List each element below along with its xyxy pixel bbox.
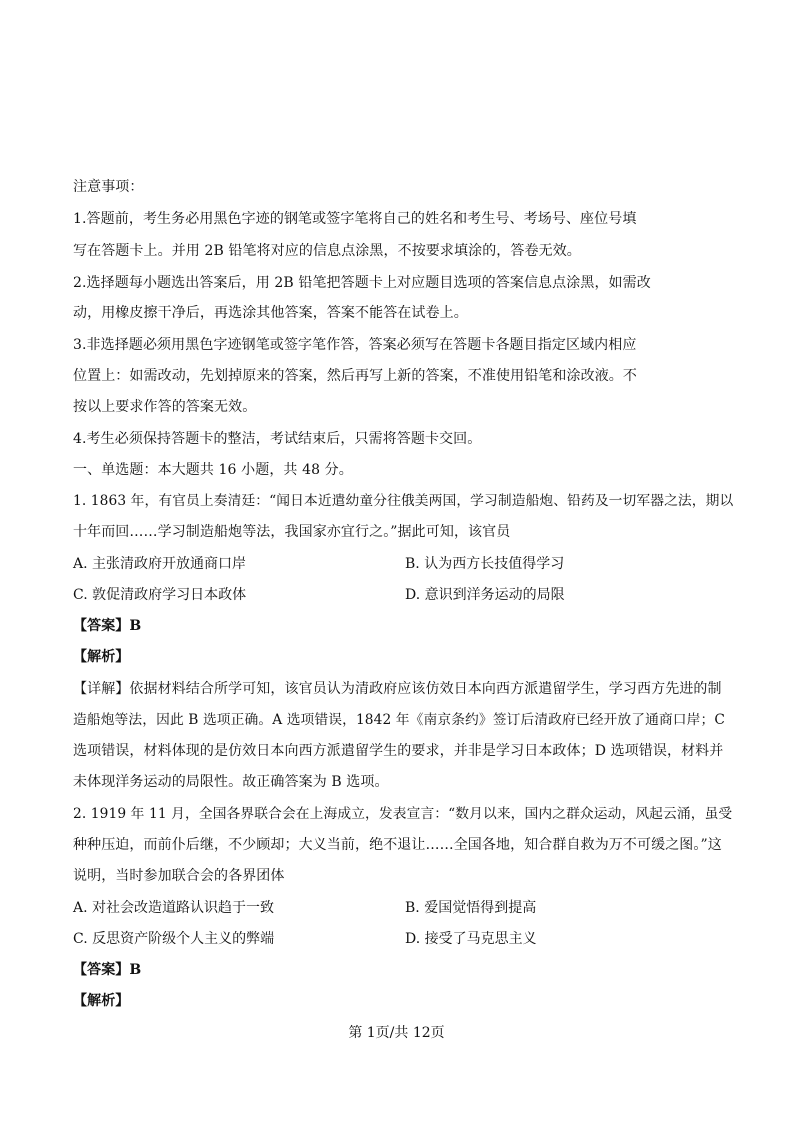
q1-option-c: C. 敦促清政府学习日本政体	[73, 587, 247, 603]
q1-analysis-label: 【解析】	[73, 649, 130, 665]
q1-detail-line: 造船炮等法，因此 B 选项正确。A 选项错误，1842 年《南京条约》签订后清政府已经开放了通商口岸；C	[73, 712, 725, 728]
page-footer: 第 1页/共 12页	[348, 1025, 445, 1041]
q1-answer: 【答案】B	[73, 618, 142, 634]
q1-detail-line: 选项错误，材料体现的是仿效日本向西方派遣留学生的要求，并非是学习日本政体；D 选项错误，材料并	[73, 743, 724, 759]
q1-detail-line: 未体现洋务运动的局限性。故正确答案为 B 选项。	[73, 774, 389, 790]
notice-line: 写在答题卡上。并用 2B 铅笔将对应的信息点涂黑，不按要求填涂的，答卷无效。	[73, 243, 581, 259]
q2-answer: 【答案】B	[73, 962, 142, 978]
notice-line: 位置上：如需改动，先划掉原来的答案，然后再写上新的答案，不准使用铅笔和涂改液。不	[73, 368, 637, 384]
q1-option-d: D. 意识到洋务运动的局限	[405, 587, 565, 603]
notice-line: 动，用橡皮擦干净后，再选涂其他答案，答案不能答在试卷上。	[73, 305, 468, 321]
q2-option-c: C. 反思资产阶级个人主义的弊端	[73, 931, 275, 947]
notice-line: 按以上要求作答的答案无效。	[73, 399, 257, 415]
q2-option-b: B. 爱国觉悟得到提高	[405, 900, 537, 916]
q2-stem-line: 2. 1919 年 11 月，全国各界联合会在上海成立，发表宣言：“数月以来，国内之群众运动，风起云涌，虽受	[73, 806, 733, 822]
notice-title: 注意事项：	[73, 179, 144, 195]
q1-option-a: A. 主张清政府开放通商口岸	[73, 556, 247, 572]
q2-option-d: D. 接受了马克思主义	[405, 931, 537, 947]
notice-line: 3.非选择题必须用黑色字迹钢笔或签字笔作答，答案必须写在答题卡各题目指定区域内相应	[73, 337, 637, 353]
q2-stem-line: 种种压迫，而前仆后继，不少顾却；大义当前，绝不退让……全国各地，知合群自救为万不可缓之图。”这	[73, 837, 722, 853]
q1-detail-line: 【详解】依据材料结合所学可知，该官员认为清政府应该仿效日本向西方派遣留学生，学习西方先进的制	[73, 681, 722, 697]
q2-stem-line: 说明，当时参加联合会的各界团体	[73, 868, 285, 884]
q2-analysis-label: 【解析】	[73, 993, 130, 1009]
section-title: 一、单选题：本大题共 16 小题，共 48 分。	[73, 462, 353, 478]
notice-line: 4.考生必须保持答题卡的整洁，考试结束后，只需将答题卡交回。	[73, 431, 482, 447]
notice-line: 1.答题前，考生务必用黑色字迹的钢笔或签字笔将自己的姓名和考生号、考场号、座位号填	[73, 211, 637, 227]
q1-stem-line: 1. 1863 年，有官员上奏清廷：“闻日本近遣幼童分往俄美两国，学习制造船炮、铅药及一切军器之法，期以	[73, 493, 734, 509]
q2-option-a: A. 对社会改造道路认识趋于一致	[73, 900, 275, 916]
q1-option-b: B. 认为西方长技值得学习	[405, 556, 565, 572]
q1-stem-line: 十年而回……学习制造船炮等法，我国家亦宜行之。”据此可知，该官员	[73, 524, 511, 540]
notice-line: 2.选择题每小题选出答案后，用 2B 铅笔把答题卡上对应题目选项的答案信息点涂黑，如需改	[73, 275, 651, 291]
